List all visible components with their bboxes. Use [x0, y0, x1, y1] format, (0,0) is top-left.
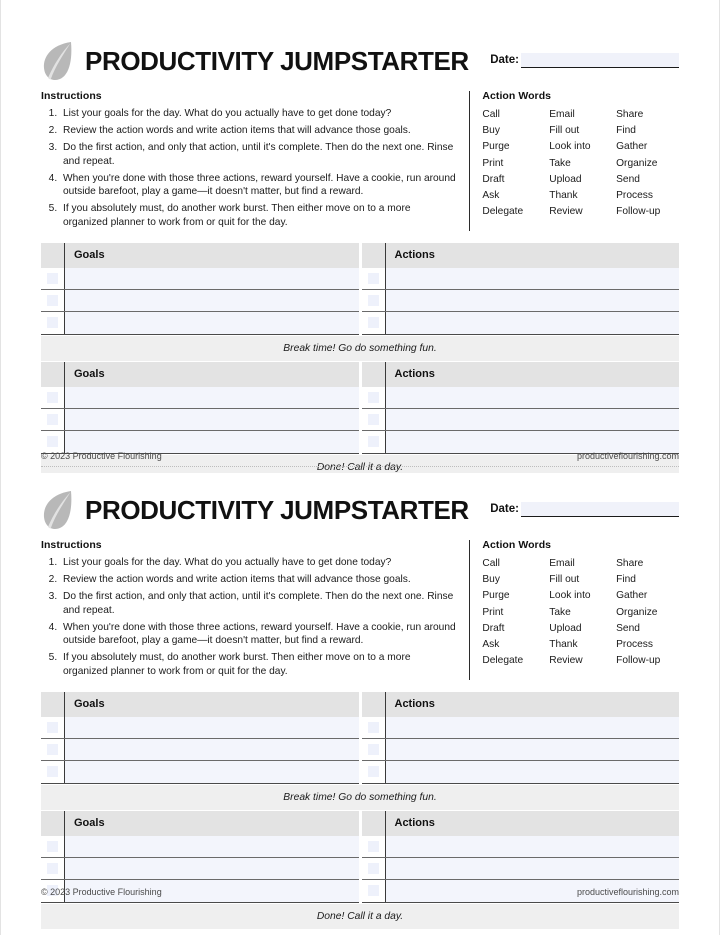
- action-write-area[interactable]: [386, 739, 680, 760]
- footer-website[interactable]: productiveflourishing.com: [576, 451, 679, 461]
- action-word: Organize: [616, 606, 658, 618]
- checkbox-header-cell: [362, 811, 386, 836]
- goal-checkbox-cell[interactable]: [41, 858, 65, 879]
- goal-write-area[interactable]: [65, 312, 359, 334]
- footer-website[interactable]: productiveflourishing.com: [576, 887, 679, 897]
- action-checkbox-cell[interactable]: [362, 387, 386, 408]
- action-word: Follow-up: [616, 206, 661, 218]
- action-word: Gather: [616, 141, 648, 153]
- actions-column: [362, 362, 680, 387]
- goals-header-label: Goals: [74, 368, 105, 381]
- actions-header: [362, 243, 680, 268]
- checkbox-icon[interactable]: [47, 273, 58, 284]
- action-word: Review: [549, 655, 583, 667]
- instructions-panel: [41, 539, 469, 682]
- actions-rows: [362, 717, 680, 784]
- date-input[interactable]: [521, 53, 679, 68]
- page-footer: [41, 879, 679, 897]
- goals-rows: [41, 268, 359, 335]
- instruction-step: 3. Do the first action, and only that action, until it's complete. Then do the next one. Rinse and repeat.: [60, 141, 457, 168]
- table-row[interactable]: [362, 409, 680, 431]
- action-word: Send: [616, 173, 640, 185]
- table-row[interactable]: [362, 761, 680, 783]
- table-row[interactable]: [362, 717, 680, 739]
- action-word: Take: [549, 606, 571, 618]
- goals-column: [41, 811, 359, 836]
- instruction-step: 5. If you absolutely must, do another work burst. Then either move on to a more organized planner to work from or quit for the day.: [60, 651, 457, 678]
- action-write-area[interactable]: [386, 858, 680, 879]
- checkbox-icon[interactable]: [368, 722, 379, 733]
- action-checkbox-cell[interactable]: [362, 312, 386, 334]
- action-word: Call: [482, 109, 500, 120]
- goals-column: [41, 362, 359, 387]
- action-words-grid: [482, 107, 679, 220]
- page-header: [41, 487, 679, 533]
- table-row[interactable]: [41, 268, 359, 290]
- action-word: Find: [616, 125, 636, 137]
- date-input[interactable]: [521, 502, 679, 517]
- table-row[interactable]: [41, 739, 359, 761]
- action-checkbox-cell[interactable]: [362, 836, 386, 857]
- goals-header-label: Goals: [74, 817, 105, 830]
- goal-write-area[interactable]: [65, 717, 359, 738]
- block-header-row: [41, 362, 679, 387]
- break-time-band: Break time! Go do something fun.: [41, 785, 679, 810]
- actions-column: [362, 243, 680, 268]
- page-title: PRODUCTIVITY JUMPSTARTER: [85, 45, 469, 76]
- action-word: Find: [616, 574, 636, 586]
- instruction-step: 3. Do the first action, and only that action, until it's complete. Then do the next one. Rinse and repeat.: [60, 590, 457, 617]
- instructions-and-actionwords: [41, 539, 679, 682]
- table-row[interactable]: [362, 739, 680, 761]
- table-row[interactable]: [362, 387, 680, 409]
- table-row[interactable]: [362, 268, 680, 290]
- goal-checkbox-cell[interactable]: [41, 387, 65, 408]
- date-label: Date:: [490, 503, 519, 515]
- action-write-area[interactable]: [386, 387, 680, 408]
- goals-column: [41, 243, 359, 268]
- action-write-area[interactable]: [386, 717, 680, 738]
- actions-header-label: Actions: [394, 368, 435, 381]
- checkbox-icon[interactable]: [47, 392, 58, 403]
- goal-checkbox-cell[interactable]: [41, 290, 65, 311]
- block-body-row: [41, 717, 679, 784]
- checkbox-icon[interactable]: [368, 392, 379, 403]
- action-word: Draft: [482, 173, 505, 185]
- checkbox-icon[interactable]: [47, 295, 58, 306]
- goal-write-area[interactable]: [65, 858, 359, 879]
- action-word: Look into: [549, 590, 591, 602]
- action-checkbox-cell[interactable]: [362, 761, 386, 783]
- goal-checkbox-cell[interactable]: [41, 836, 65, 857]
- goal-checkbox-cell[interactable]: [41, 268, 65, 289]
- checkbox-icon[interactable]: [368, 414, 379, 425]
- goal-checkbox-cell[interactable]: [41, 739, 65, 760]
- action-word: Buy: [482, 125, 500, 137]
- action-word: Ask: [482, 639, 500, 651]
- action-write-area[interactable]: [386, 312, 680, 334]
- action-word: Review: [549, 206, 583, 218]
- action-words-panel: [470, 539, 679, 682]
- actions-column: [362, 811, 680, 836]
- footer-dotted-rule: [41, 466, 679, 467]
- leaf-icon: [41, 39, 75, 83]
- actions-column: [362, 692, 680, 717]
- leaf-icon: [41, 488, 75, 532]
- action-word: Draft: [482, 622, 505, 634]
- checkbox-header-cell: [41, 692, 65, 717]
- checkbox-icon[interactable]: [47, 414, 58, 425]
- actions-header: [362, 811, 680, 836]
- goals-header-label: Goals: [74, 249, 105, 262]
- checkbox-icon[interactable]: [47, 863, 58, 874]
- action-word: Process: [616, 639, 653, 651]
- actions-rows: [362, 268, 680, 335]
- checkbox-icon[interactable]: [47, 317, 58, 328]
- actions-header: [362, 692, 680, 717]
- table-row[interactable]: [41, 761, 359, 783]
- action-word: Ask: [482, 190, 500, 202]
- goal-checkbox-cell[interactable]: [41, 409, 65, 430]
- action-word: Fill out: [549, 125, 580, 137]
- table-row[interactable]: [41, 290, 359, 312]
- action-word: Send: [616, 622, 640, 634]
- goals-header: [41, 243, 359, 268]
- checkbox-header-cell: [362, 692, 386, 717]
- action-word: Delegate: [482, 655, 524, 667]
- checkbox-icon[interactable]: [368, 863, 379, 874]
- checkbox-icon[interactable]: [47, 766, 58, 777]
- action-word: Organize: [616, 157, 658, 169]
- checkbox-header-cell: [41, 811, 65, 836]
- table-row[interactable]: [41, 858, 359, 880]
- action-checkbox-cell[interactable]: [362, 409, 386, 430]
- date-label: Date:: [490, 54, 519, 66]
- action-checkbox-cell[interactable]: [362, 268, 386, 289]
- table-row[interactable]: [362, 290, 680, 312]
- action-word: Email: [549, 109, 575, 120]
- action-word: Follow-up: [616, 655, 661, 667]
- action-word: Email: [549, 558, 575, 569]
- instructions-heading: Instructions: [41, 90, 102, 102]
- action-word: Thank: [549, 639, 578, 651]
- instruction-step: 1. List your goals for the day. What do you actually have to get done today?: [60, 107, 457, 121]
- action-checkbox-cell[interactable]: [362, 739, 386, 760]
- done-band: Done! Call it a day.: [41, 904, 679, 929]
- page-title: PRODUCTIVITY JUMPSTARTER: [85, 494, 469, 525]
- action-words-grid: [482, 556, 679, 669]
- date-field-group[interactable]: [490, 501, 679, 519]
- action-words-heading: Action Words: [482, 90, 552, 102]
- table-row[interactable]: [41, 409, 359, 431]
- table-row[interactable]: [362, 312, 680, 334]
- action-word: Share: [616, 558, 644, 569]
- instructions-list: [41, 556, 457, 678]
- instruction-step: 1. List your goals for the day. What do you actually have to get done today?: [60, 556, 457, 570]
- action-word: Fill out: [549, 574, 580, 586]
- action-write-area[interactable]: [386, 290, 680, 311]
- table-row[interactable]: [41, 717, 359, 739]
- goal-write-area[interactable]: [65, 387, 359, 408]
- checkbox-header-cell: [41, 243, 65, 268]
- checkbox-icon[interactable]: [368, 841, 379, 852]
- goal-write-area[interactable]: [65, 739, 359, 760]
- instructions-panel: [41, 90, 469, 233]
- table-row[interactable]: [362, 858, 680, 880]
- goals-rows: [41, 717, 359, 784]
- action-word: Purge: [482, 590, 510, 602]
- action-word: Thank: [549, 190, 578, 202]
- instructions-list: [41, 107, 457, 229]
- action-word: Process: [616, 190, 653, 202]
- checkbox-icon[interactable]: [368, 317, 379, 328]
- instruction-step: 2. Review the action words and write action items that will advance those goals.: [60, 124, 457, 138]
- checkbox-icon[interactable]: [47, 722, 58, 733]
- goal-checkbox-cell[interactable]: [41, 761, 65, 783]
- goal-write-area[interactable]: [65, 761, 359, 783]
- goal-write-area[interactable]: [65, 409, 359, 430]
- instructions-heading: Instructions: [41, 539, 102, 551]
- instruction-step: 5. If you absolutely must, do another work burst. Then either move on to a more organized planner to work from or quit for the day.: [60, 202, 457, 229]
- action-word: Print: [482, 606, 504, 618]
- checkbox-icon[interactable]: [368, 766, 379, 777]
- checkbox-header-cell: [41, 362, 65, 387]
- action-checkbox-cell[interactable]: [362, 858, 386, 879]
- table-row[interactable]: [362, 836, 680, 858]
- table-row[interactable]: [41, 387, 359, 409]
- goal-write-area[interactable]: [65, 290, 359, 311]
- action-write-area[interactable]: [386, 836, 680, 857]
- footer-copyright: © 2023 Productive Flourishing: [41, 451, 162, 461]
- action-write-area[interactable]: [386, 761, 680, 783]
- action-word: Share: [616, 109, 644, 120]
- goals-header: [41, 362, 359, 387]
- goals-column: [41, 692, 359, 717]
- goal-write-area[interactable]: [65, 268, 359, 289]
- action-checkbox-cell[interactable]: [362, 717, 386, 738]
- checkbox-header-cell: [362, 362, 386, 387]
- block-header-row: [41, 692, 679, 717]
- block-header-row: [41, 811, 679, 836]
- actions-header-label: Actions: [394, 698, 435, 711]
- action-word: Delegate: [482, 206, 524, 218]
- actions-header-label: Actions: [394, 249, 435, 262]
- action-words-heading: Action Words: [482, 539, 552, 551]
- block-body-row: [41, 268, 679, 335]
- worksheet-block-1: [41, 243, 679, 361]
- action-word: Call: [482, 558, 500, 569]
- action-word: Purge: [482, 141, 510, 153]
- worksheet-page-2: [0, 473, 720, 935]
- checkbox-icon[interactable]: [368, 744, 379, 755]
- goals-header: [41, 811, 359, 836]
- checkbox-icon[interactable]: [47, 744, 58, 755]
- done-band: Done! Call it a day.: [41, 455, 679, 480]
- action-word: Buy: [482, 574, 500, 586]
- action-write-area[interactable]: [386, 409, 680, 430]
- action-word: Take: [549, 157, 571, 169]
- actions-header: [362, 362, 680, 387]
- worksheet-block-2: [41, 811, 679, 929]
- block-header-row: [41, 243, 679, 268]
- action-word: Print: [482, 157, 504, 169]
- actions-header-label: Actions: [394, 817, 435, 830]
- instructions-and-actionwords: [41, 90, 679, 233]
- goal-checkbox-cell[interactable]: [41, 717, 65, 738]
- checkbox-icon[interactable]: [368, 295, 379, 306]
- action-checkbox-cell[interactable]: [362, 290, 386, 311]
- goal-checkbox-cell[interactable]: [41, 312, 65, 334]
- instruction-step: 4. When you're done with those three actions, reward yourself. Have a cookie, run around outside barefoot, play a game—it doesn't matter, but find a reward.: [60, 172, 457, 199]
- goal-write-area[interactable]: [65, 836, 359, 857]
- footer-copyright: © 2023 Productive Flourishing: [41, 887, 162, 897]
- checkbox-icon[interactable]: [47, 841, 58, 852]
- checkbox-header-cell: [362, 243, 386, 268]
- table-row[interactable]: [41, 836, 359, 858]
- goals-header: [41, 692, 359, 717]
- action-word: Upload: [549, 622, 582, 634]
- date-field-group[interactable]: [490, 52, 679, 70]
- goals-header-label: Goals: [74, 698, 105, 711]
- table-row[interactable]: [41, 312, 359, 334]
- action-word: Upload: [549, 173, 582, 185]
- page-header: [41, 38, 679, 84]
- instruction-step: 4. When you're done with those three actions, reward yourself. Have a cookie, run around outside barefoot, play a game—it doesn't matter, but find a reward.: [60, 621, 457, 648]
- action-word: Gather: [616, 590, 648, 602]
- instruction-step: 2. Review the action words and write action items that will advance those goals.: [60, 573, 457, 587]
- page-footer: [41, 443, 679, 467]
- action-word: Look into: [549, 141, 591, 153]
- checkbox-icon[interactable]: [368, 273, 379, 284]
- action-write-area[interactable]: [386, 268, 680, 289]
- worksheet-block-1: [41, 692, 679, 810]
- break-time-band: Break time! Go do something fun.: [41, 336, 679, 361]
- action-words-panel: [470, 90, 679, 233]
